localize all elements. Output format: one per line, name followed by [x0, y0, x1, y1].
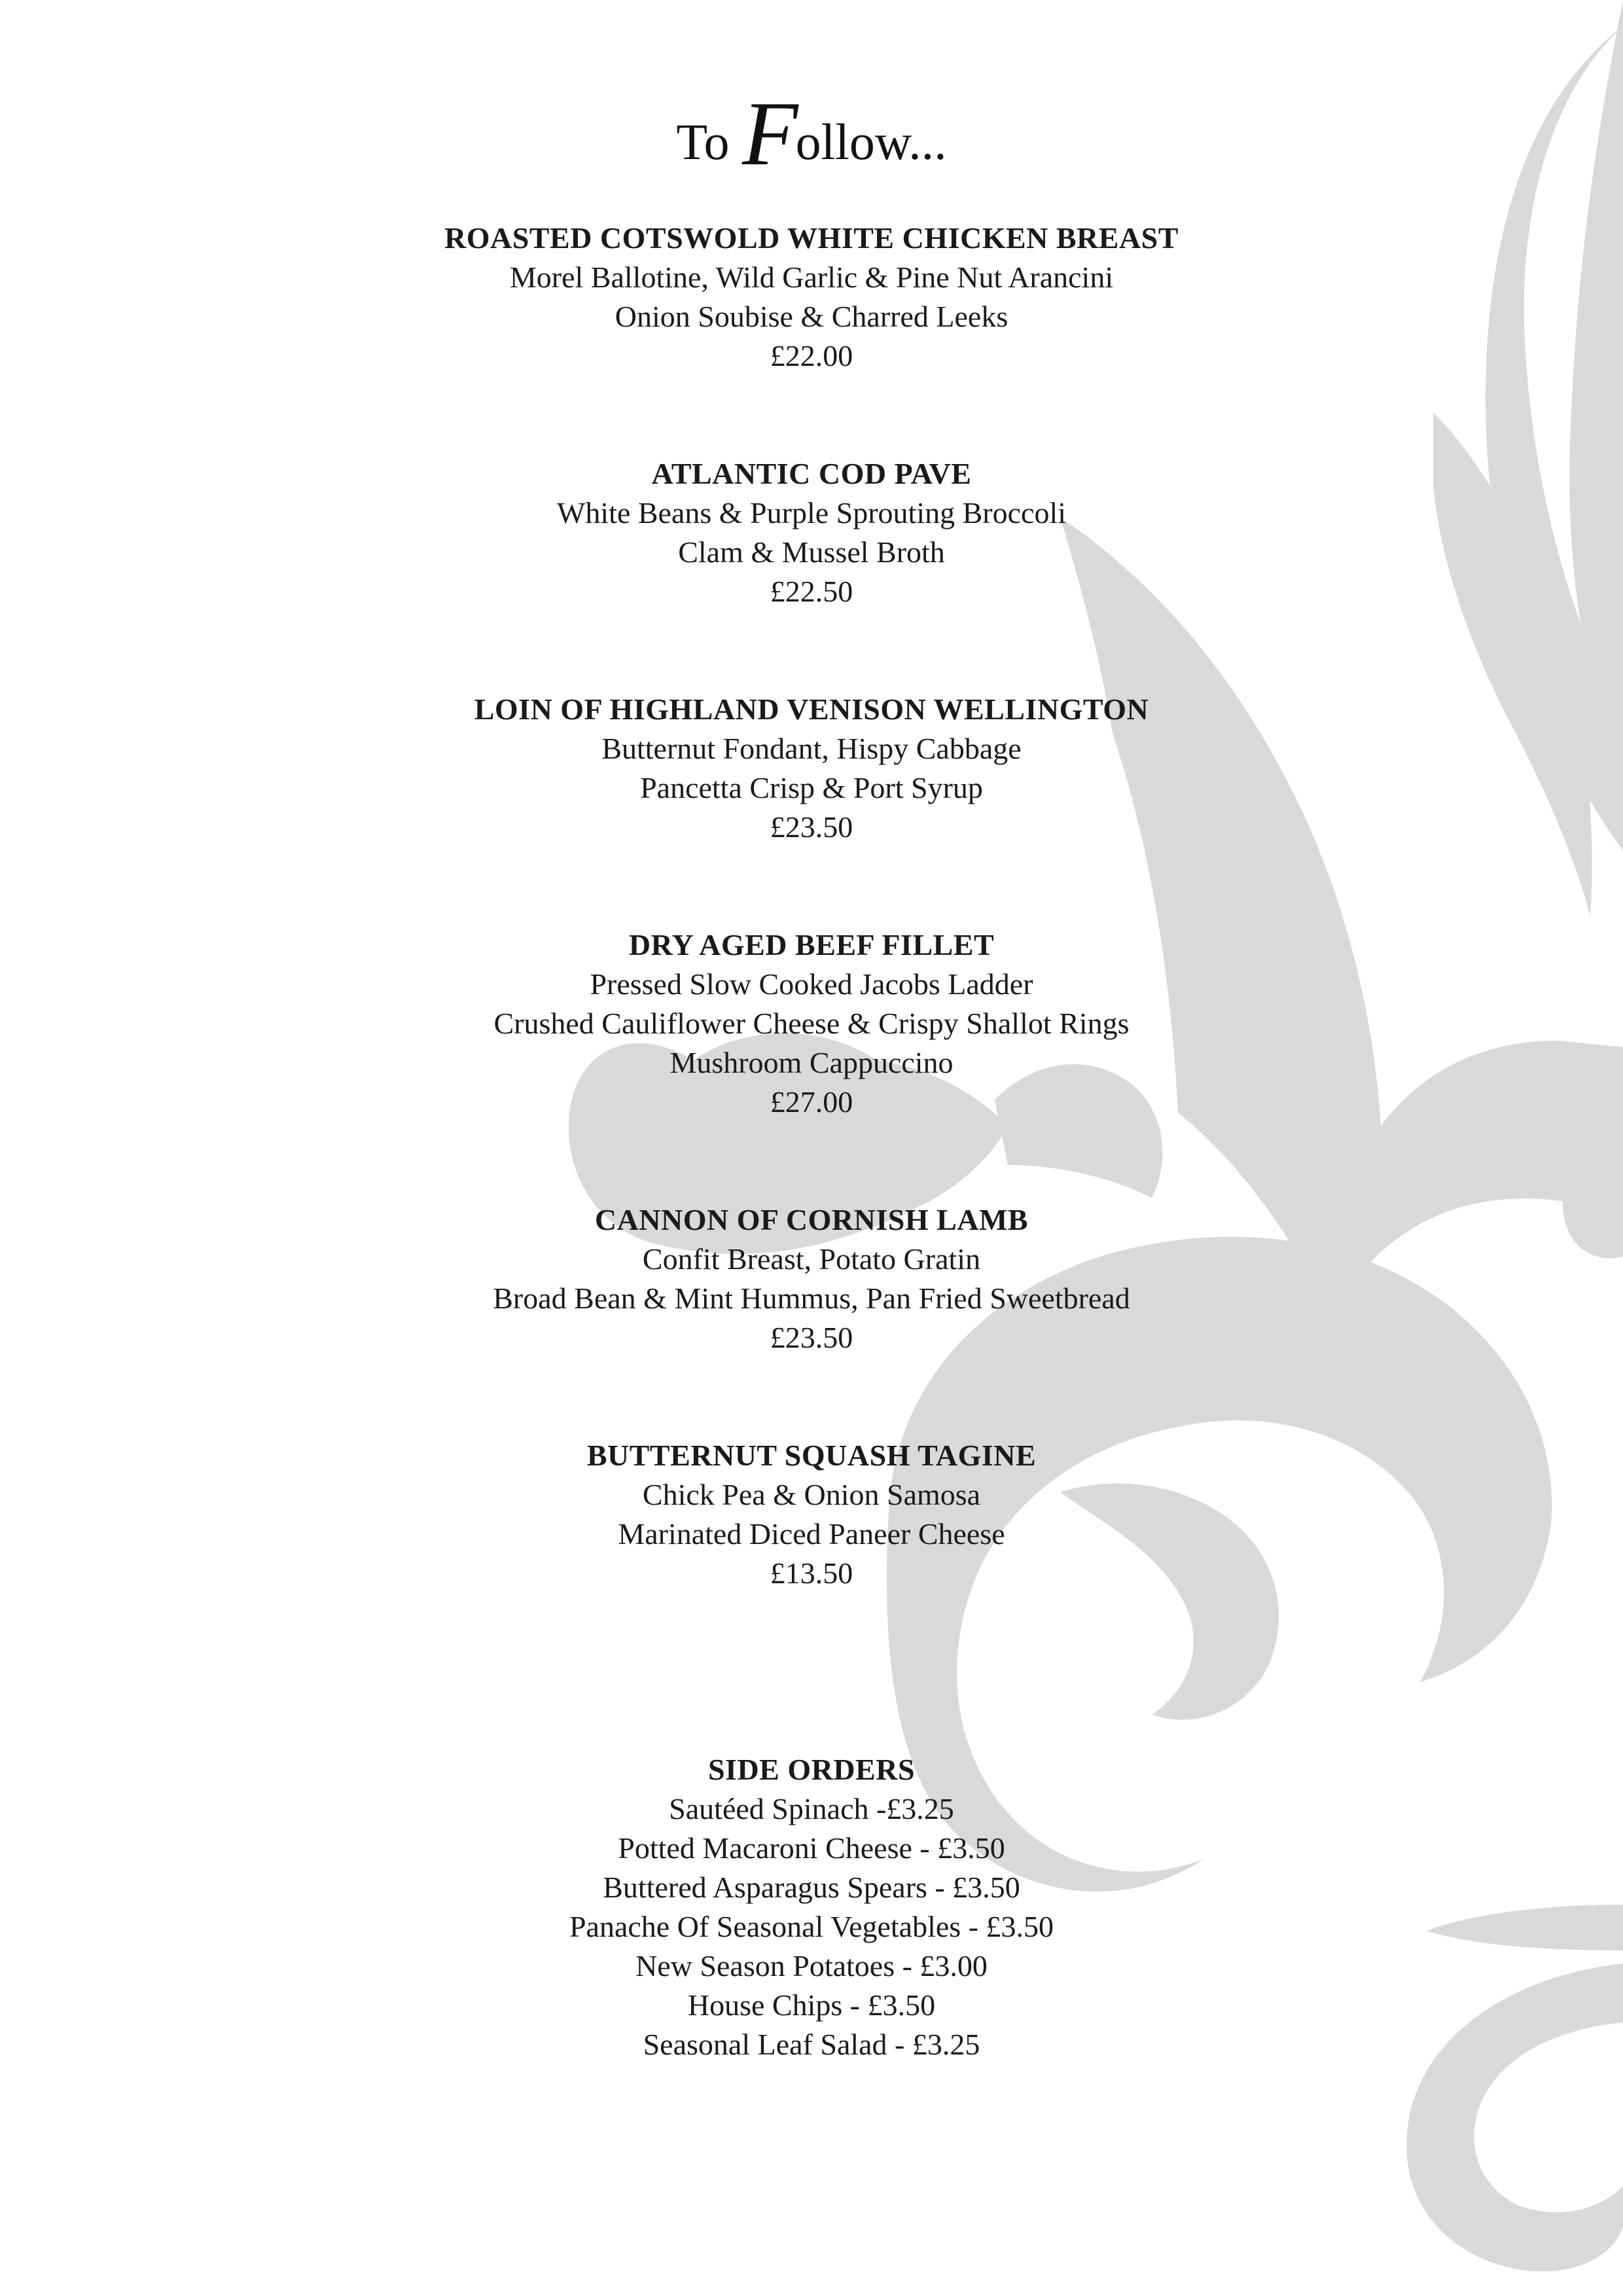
dish-description: Pressed Slow Cooked Jacobs Ladder: [590, 967, 1033, 1001]
dish-description: Chick Pea & Onion Samosa: [642, 1478, 981, 1511]
dish-name: BUTTERNUT SQUASH TAGINE: [586, 1439, 1037, 1472]
dish-name: CANNON OF CORNISH LAMB: [594, 1203, 1029, 1236]
title-prefix: To: [676, 113, 730, 170]
dish-description: Confit Breast, Potato Gratin: [642, 1242, 981, 1276]
side-order-item: Panache Of Seasonal Vegetables - £3.50: [569, 1910, 1054, 1943]
dish-chicken: [0, 219, 1623, 376]
dish-lamb: [0, 1200, 1623, 1357]
dish-description: Morel Ballotine, Wild Garlic & Pine Nut Arancini: [509, 260, 1114, 294]
dish-description: Pancetta Crisp & Port Syrup: [640, 771, 983, 804]
dish-price: £23.50: [770, 1321, 853, 1354]
side-order-item: Seasonal Leaf Salad - £3.25: [643, 2028, 980, 2061]
dish-name: DRY AGED BEEF FILLET: [628, 928, 995, 961]
dish-name: ATLANTIC COD PAVE: [651, 457, 972, 490]
dish-name: ROASTED COTSWOLD WHITE CHICKEN BREAST: [444, 221, 1179, 255]
page-title: [0, 83, 1623, 185]
dish-tagine: [0, 1436, 1623, 1593]
dish-description: Mushroom Cappuccino: [669, 1046, 954, 1079]
dish-description: Crushed Cauliflower Cheese & Crispy Shallot Rings: [493, 1007, 1130, 1040]
side-orders-heading: SIDE ORDERS: [707, 1753, 916, 1786]
title-capital: F: [742, 83, 796, 185]
side-order-item: House Chips - £3.50: [687, 1988, 936, 2022]
side-order-item: Sautéed Spinach -£3.25: [669, 1792, 954, 1825]
dish-description: Clam & Mussel Broth: [678, 535, 945, 569]
dish-name: LOIN OF HIGHLAND VENISON WELLINGTON: [474, 692, 1149, 726]
dish-venison: [0, 690, 1623, 847]
side-order-item: Buttered Asparagus Spears - £3.50: [603, 1871, 1020, 1904]
dish-price: £13.50: [770, 1556, 853, 1590]
title-rest: ollow...: [795, 113, 947, 170]
dish-price: £23.50: [770, 810, 853, 844]
side-order-item: New Season Potatoes - £3.00: [635, 1949, 988, 1982]
dish-price: £22.50: [770, 575, 853, 608]
side-order-item: Potted Macaroni Cheese - £3.50: [618, 1831, 1005, 1865]
dish-description: Broad Bean & Mint Hummus, Pan Fried Sweetbread: [493, 1282, 1130, 1315]
dish-description: Butternut Fondant, Hispy Cabbage: [601, 732, 1022, 765]
dish-price: £27.00: [770, 1085, 853, 1119]
dish-description: White Beans & Purple Sprouting Broccoli: [556, 496, 1067, 529]
dish-price: £22.00: [770, 339, 853, 372]
side-orders: [0, 1750, 1623, 2064]
dish-description: Onion Soubise & Charred Leeks: [615, 300, 1008, 333]
dish-beef: [0, 925, 1623, 1122]
dish-cod: [0, 454, 1623, 611]
dish-description: Marinated Diced Paneer Cheese: [618, 1517, 1005, 1551]
